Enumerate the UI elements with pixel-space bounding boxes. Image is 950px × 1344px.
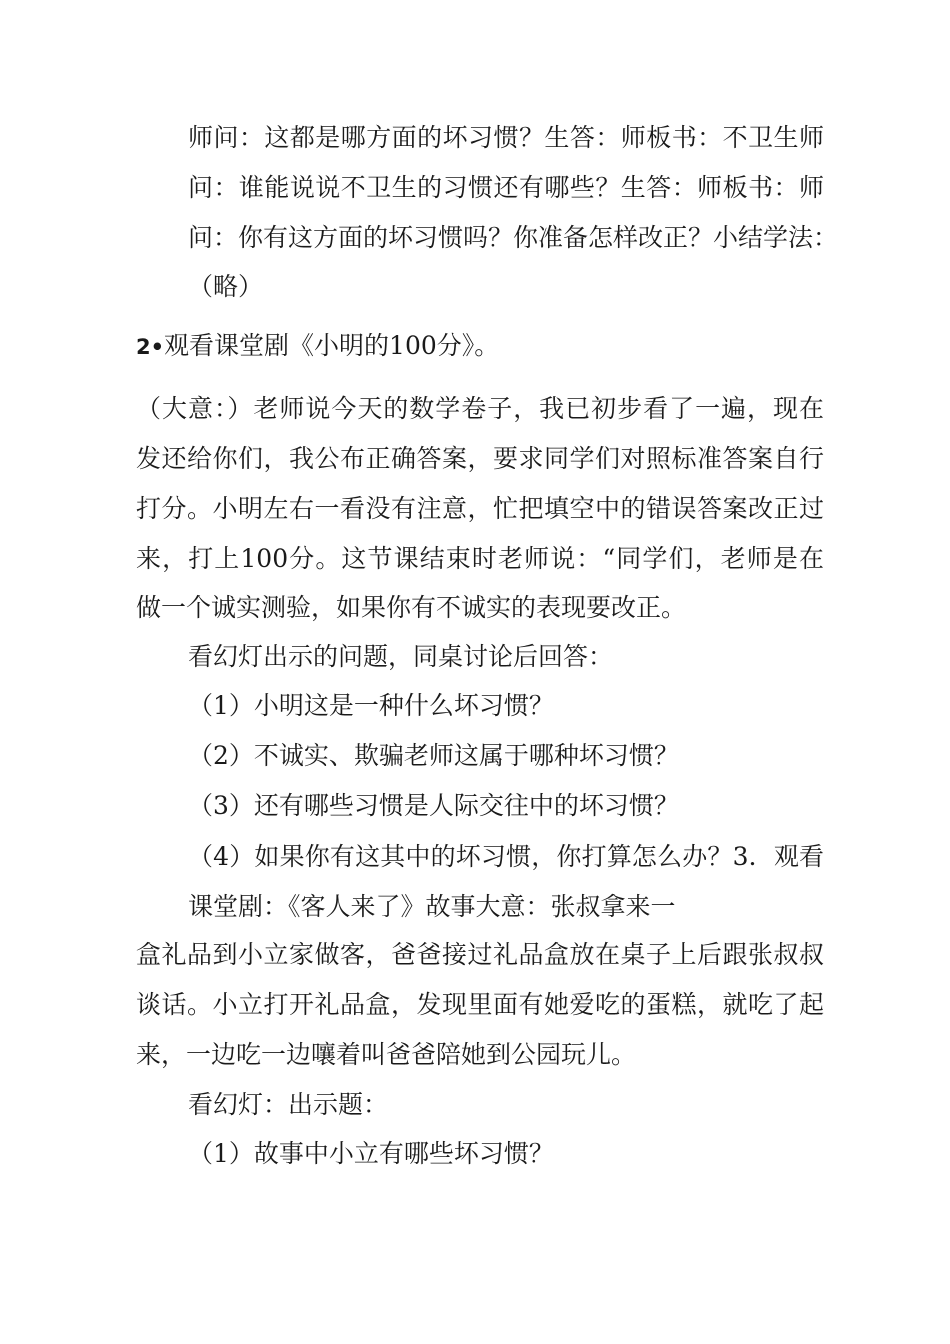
- question-item: （3）还有哪些习惯是人际交往中的坏习惯？: [188, 791, 679, 820]
- section-heading: [136, 330, 499, 363]
- paragraph-line: 问：你有这方面的坏习惯吗？你准备怎样改正？小结学法：: [188, 223, 839, 252]
- paragraph-line: 师问：这都是哪方面的坏习惯？生答：师板书：不卫生师: [188, 123, 824, 152]
- question-item: （2）不诚实、欺骗老师这属于哪种坏习惯？: [188, 741, 679, 770]
- paragraph-line: 看幻灯：出示题：: [188, 1090, 389, 1119]
- paragraph-line: 发还给你们，我公布正确答案，要求同学们对照标准答案自行: [136, 444, 824, 473]
- question-item: （4）如果你有这其中的坏习惯，你打算怎么办？3．观看: [188, 842, 824, 871]
- question-item: （1）故事中小立有哪些坏习惯？: [188, 1139, 554, 1168]
- section-heading-text: 观看课堂剧《小明的100分》。: [164, 331, 500, 360]
- paragraph-line: 来，一边吃一边嚷着叫爸爸陪她到公园玩儿。: [136, 1040, 637, 1069]
- section-number: 2•: [136, 335, 165, 359]
- paragraph-line: 课堂剧：《客人来了》故事大意：张叔拿来一: [188, 892, 676, 921]
- paragraph-line: （大意：）老师说今天的数学卷子，我已初步看了一遍，现在: [136, 394, 824, 423]
- paragraph-line: （略）: [188, 272, 264, 301]
- paragraph-line: 盒礼品到小立家做客，爸爸接过礼品盒放在桌子上后跟张叔叔: [136, 940, 824, 969]
- paragraph-line: 来，打上100分。这节课结束时老师说：“同学们，老师是在: [136, 544, 824, 573]
- paragraph-line: 谈话。小立打开礼品盒，发现里面有她爱吃的蛋糕，就吃了起: [136, 990, 824, 1019]
- paragraph-line: 问：谁能说说不卫生的习惯还有哪些？生答：师板书：师: [188, 173, 824, 202]
- paragraph-line: 看幻灯出示的问题，同桌讨论后回答：: [188, 642, 614, 671]
- paragraph-line: 打分。小明左右一看没有注意，忙把填空中的错误答案改正过: [136, 494, 824, 523]
- paragraph-line: 做一个诚实测验，如果你有不诚实的表现要改正。: [136, 593, 687, 622]
- question-item: （1）小明这是一种什么坏习惯？: [188, 691, 554, 720]
